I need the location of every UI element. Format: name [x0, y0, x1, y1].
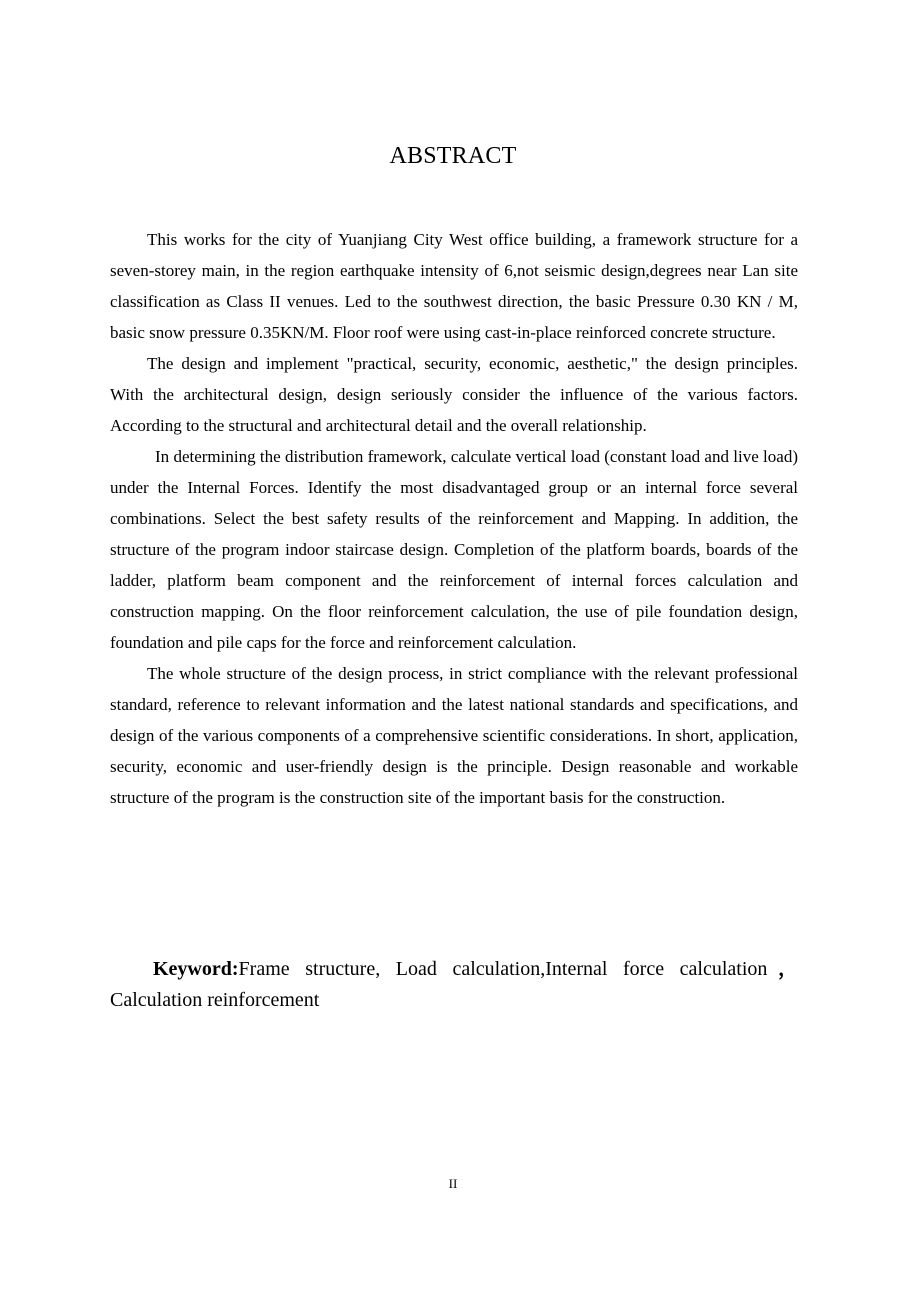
abstract-paragraph-2: The design and implement "practical, security, economic, aesthetic," the design principles. With the architectural design, design seriously consider the influence of the various factors. According to the structural and architectural detail and the overall relationship. — [110, 354, 798, 435]
keywords-line — [110, 954, 798, 1016]
keywords-label: Keyword: — [153, 958, 239, 980]
keywords-list-part-2: Calculation reinforcement — [110, 989, 320, 1011]
abstract-paragraph-1: This works for the city of Yuanjiang City West office building, a framework structure for a seven-storey main, in the region earthquake intensity of 6,not seismic design,degrees near Lan site classification as Class II venues. Led to the southwest direction, the basic Pressure 0.30 KN / M, basic snow pressure 0.35KN/M. Floor roof were using cast-in-place reinforced concrete structure. — [110, 230, 798, 342]
page-number: II — [448, 1176, 458, 1191]
abstract-body — [110, 224, 798, 813]
abstract-title: ABSTRACT — [389, 143, 517, 169]
abstract-paragraph-3: In determining the distribution framework, calculate vertical load (constant load and live load) under the Internal Forces. Identify the most disadvantaged group or an internal force several combinations. Select the best safety results of the reinforcement and Mapping. In addition, the structure of the program indoor staircase design. Completion of the platform boards, boards of the ladder, platform beam component and the reinforcement of internal forces calculation and construction mapping. On the floor reinforcement calculation, the use of pile foundation design, foundation and pile caps for the force and reinforcement calculation. — [110, 447, 798, 652]
keywords-separator: ， — [767, 958, 798, 980]
abstract-paragraph-4: The whole structure of the design process, in strict compliance with the relevant professional standard, reference to relevant information and the latest national standards and specifications, and design of the various components of a comprehensive scientific considerations. In short, application, security, economic and user-friendly design is the principle. Design reasonable and workable structure of the program is the construction site of the important basis for the construction. — [110, 664, 798, 807]
keywords-list-part-1: Frame structure, Load calculation,Internal force calculation — [238, 958, 768, 980]
